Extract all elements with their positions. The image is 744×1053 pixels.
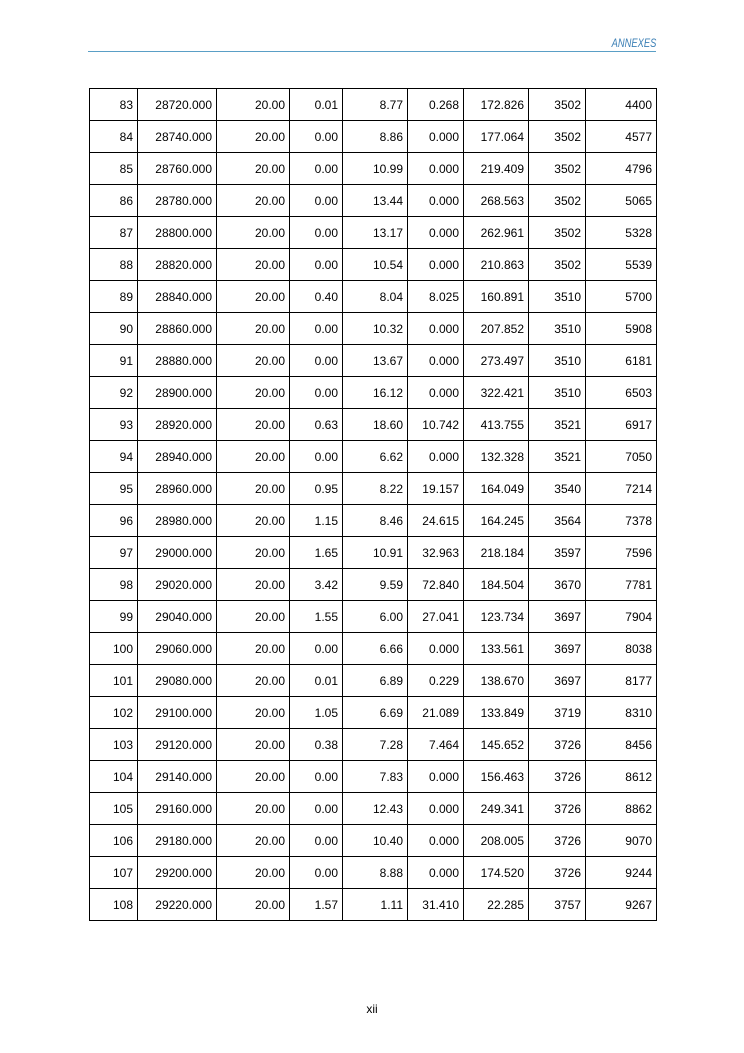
page-number: xii — [366, 1002, 378, 1016]
table-cell: 3502 — [529, 89, 586, 121]
table-row — [90, 505, 657, 537]
table-cell: 268.563 — [464, 185, 529, 217]
table-cell: 0.000 — [408, 121, 464, 153]
table-cell: 3726 — [529, 761, 586, 793]
table-cell: 29060.000 — [138, 633, 217, 665]
table-cell: 28880.000 — [138, 345, 217, 377]
table-row — [90, 473, 657, 505]
table-cell: 7214 — [586, 473, 657, 505]
table-row — [90, 697, 657, 729]
table-cell: 0.000 — [408, 217, 464, 249]
table-cell: 219.409 — [464, 153, 529, 185]
table-cell: 9244 — [586, 857, 657, 889]
table-cell: 29000.000 — [138, 537, 217, 569]
table-cell: 0.00 — [290, 185, 343, 217]
table-cell: 6.62 — [343, 441, 408, 473]
table-cell: 6503 — [586, 377, 657, 409]
table-cell: 20.00 — [217, 697, 290, 729]
table-row — [90, 249, 657, 281]
table-cell: 20.00 — [217, 217, 290, 249]
table-cell: 20.00 — [217, 345, 290, 377]
table-cell: 105 — [90, 793, 138, 825]
table-cell: 174.520 — [464, 857, 529, 889]
table-cell: 0.000 — [408, 249, 464, 281]
table-cell: 0.000 — [408, 633, 464, 665]
table-cell: 7781 — [586, 569, 657, 601]
table-cell: 29020.000 — [138, 569, 217, 601]
table-cell: 3670 — [529, 569, 586, 601]
table-cell: 5328 — [586, 217, 657, 249]
table-cell: 0.000 — [408, 825, 464, 857]
table-row — [90, 761, 657, 793]
table-row — [90, 377, 657, 409]
table-cell: 102 — [90, 697, 138, 729]
table-cell: 0.00 — [290, 857, 343, 889]
table-cell: 3.42 — [290, 569, 343, 601]
table-cell: 5539 — [586, 249, 657, 281]
table-cell: 3502 — [529, 249, 586, 281]
table-cell: 9.59 — [343, 569, 408, 601]
table-cell: 20.00 — [217, 633, 290, 665]
table-cell: 28980.000 — [138, 505, 217, 537]
table-cell: 8456 — [586, 729, 657, 761]
table-cell: 12.43 — [343, 793, 408, 825]
table-cell: 20.00 — [217, 665, 290, 697]
table-cell: 0.000 — [408, 153, 464, 185]
table-cell: 7050 — [586, 441, 657, 473]
section-header-label: ANNEXES — [611, 36, 656, 50]
table-cell: 28960.000 — [138, 473, 217, 505]
table-cell: 1.65 — [290, 537, 343, 569]
table-cell: 20.00 — [217, 537, 290, 569]
table-cell: 1.55 — [290, 601, 343, 633]
table-cell: 6.89 — [343, 665, 408, 697]
table-cell: 85 — [90, 153, 138, 185]
table-cell: 31.410 — [408, 889, 464, 921]
table-cell: 20.00 — [217, 761, 290, 793]
table-cell: 0.00 — [290, 633, 343, 665]
table-cell: 8310 — [586, 697, 657, 729]
table-cell: 106 — [90, 825, 138, 857]
table-row — [90, 89, 657, 121]
table-row — [90, 345, 657, 377]
table-cell: 0.00 — [290, 441, 343, 473]
table-cell: 8.77 — [343, 89, 408, 121]
table-cell: 29160.000 — [138, 793, 217, 825]
table-cell: 27.041 — [408, 601, 464, 633]
table-cell: 138.670 — [464, 665, 529, 697]
table-cell: 3502 — [529, 217, 586, 249]
table-cell: 8.46 — [343, 505, 408, 537]
table-cell: 8.86 — [343, 121, 408, 153]
table-cell: 29200.000 — [138, 857, 217, 889]
table-cell: 3502 — [529, 121, 586, 153]
table-cell: 3510 — [529, 345, 586, 377]
table-cell: 8.04 — [343, 281, 408, 313]
table-cell: 207.852 — [464, 313, 529, 345]
table-cell: 0.00 — [290, 345, 343, 377]
table-cell: 0.000 — [408, 857, 464, 889]
table-cell: 8862 — [586, 793, 657, 825]
table-cell: 100 — [90, 633, 138, 665]
table-cell: 83 — [90, 89, 138, 121]
table-cell: 29220.000 — [138, 889, 217, 921]
table-cell: 29140.000 — [138, 761, 217, 793]
table-cell: 160.891 — [464, 281, 529, 313]
table-cell: 3521 — [529, 409, 586, 441]
table-cell: 133.561 — [464, 633, 529, 665]
table-cell: 20.00 — [217, 409, 290, 441]
table-cell: 89 — [90, 281, 138, 313]
table-cell: 0.000 — [408, 793, 464, 825]
table-cell: 5908 — [586, 313, 657, 345]
table-cell: 98 — [90, 569, 138, 601]
table-cell: 6.00 — [343, 601, 408, 633]
table-cell: 3697 — [529, 633, 586, 665]
table-cell: 20.00 — [217, 153, 290, 185]
table-row — [90, 729, 657, 761]
table-cell: 20.00 — [217, 377, 290, 409]
table-cell: 3510 — [529, 377, 586, 409]
table-cell: 10.742 — [408, 409, 464, 441]
table-cell: 0.95 — [290, 473, 343, 505]
table-cell: 8612 — [586, 761, 657, 793]
data-table — [89, 88, 657, 921]
table-cell: 103 — [90, 729, 138, 761]
table-row — [90, 633, 657, 665]
table-cell: 3726 — [529, 857, 586, 889]
table-cell: 20.00 — [217, 889, 290, 921]
table-cell: 3726 — [529, 825, 586, 857]
table-cell: 3697 — [529, 601, 586, 633]
table-cell: 1.15 — [290, 505, 343, 537]
table-cell: 322.421 — [464, 377, 529, 409]
table-cell: 20.00 — [217, 473, 290, 505]
table-cell: 0.63 — [290, 409, 343, 441]
table-cell: 1.05 — [290, 697, 343, 729]
table-cell: 21.089 — [408, 697, 464, 729]
table-cell: 99 — [90, 601, 138, 633]
table-cell: 29120.000 — [138, 729, 217, 761]
table-cell: 22.285 — [464, 889, 529, 921]
table-row — [90, 793, 657, 825]
table-cell: 20.00 — [217, 313, 290, 345]
table-cell: 184.504 — [464, 569, 529, 601]
table-cell: 13.67 — [343, 345, 408, 377]
table-cell: 262.961 — [464, 217, 529, 249]
table-cell: 3510 — [529, 281, 586, 313]
table-cell: 3597 — [529, 537, 586, 569]
table-cell: 3502 — [529, 153, 586, 185]
table-cell: 0.000 — [408, 345, 464, 377]
table-cell: 28840.000 — [138, 281, 217, 313]
table-cell: 0.40 — [290, 281, 343, 313]
table-cell: 0.268 — [408, 89, 464, 121]
table-cell: 0.000 — [408, 441, 464, 473]
table-cell: 0.00 — [290, 153, 343, 185]
table-cell: 28900.000 — [138, 377, 217, 409]
table-cell: 249.341 — [464, 793, 529, 825]
table-cell: 10.91 — [343, 537, 408, 569]
table-cell: 18.60 — [343, 409, 408, 441]
table-row — [90, 281, 657, 313]
table-cell: 28940.000 — [138, 441, 217, 473]
table-cell: 10.40 — [343, 825, 408, 857]
table-cell: 0.01 — [290, 665, 343, 697]
table-cell: 3521 — [529, 441, 586, 473]
table-cell: 8177 — [586, 665, 657, 697]
table-cell: 20.00 — [217, 185, 290, 217]
table-cell: 3540 — [529, 473, 586, 505]
table-cell: 0.01 — [290, 89, 343, 121]
table-row — [90, 185, 657, 217]
table-cell: 0.229 — [408, 665, 464, 697]
table-cell: 93 — [90, 409, 138, 441]
table-cell: 10.99 — [343, 153, 408, 185]
table-cell: 29100.000 — [138, 697, 217, 729]
table-cell: 1.11 — [343, 889, 408, 921]
table-cell: 13.17 — [343, 217, 408, 249]
table-cell: 8.025 — [408, 281, 464, 313]
table-row — [90, 537, 657, 569]
table-cell: 28780.000 — [138, 185, 217, 217]
header-rule — [88, 51, 656, 52]
table-cell: 20.00 — [217, 121, 290, 153]
table-cell: 7378 — [586, 505, 657, 537]
table-cell: 96 — [90, 505, 138, 537]
table-cell: 0.000 — [408, 377, 464, 409]
table-cell: 5065 — [586, 185, 657, 217]
table-cell: 4577 — [586, 121, 657, 153]
table-cell: 210.863 — [464, 249, 529, 281]
table-cell: 32.963 — [408, 537, 464, 569]
table-cell: 28820.000 — [138, 249, 217, 281]
table-cell: 20.00 — [217, 825, 290, 857]
table-cell: 16.12 — [343, 377, 408, 409]
table-cell: 0.00 — [290, 217, 343, 249]
table-cell: 3697 — [529, 665, 586, 697]
table-cell: 9070 — [586, 825, 657, 857]
table-row — [90, 441, 657, 473]
table-cell: 8038 — [586, 633, 657, 665]
table-cell: 94 — [90, 441, 138, 473]
table-row — [90, 601, 657, 633]
table-row — [90, 825, 657, 857]
table-cell: 72.840 — [408, 569, 464, 601]
table-cell: 28920.000 — [138, 409, 217, 441]
table-cell: 95 — [90, 473, 138, 505]
table-cell: 6181 — [586, 345, 657, 377]
table-cell: 24.615 — [408, 505, 464, 537]
table-cell: 28720.000 — [138, 89, 217, 121]
table-cell: 97 — [90, 537, 138, 569]
table-cell: 28740.000 — [138, 121, 217, 153]
table-cell: 28860.000 — [138, 313, 217, 345]
table-cell: 0.38 — [290, 729, 343, 761]
table-cell: 8.22 — [343, 473, 408, 505]
table-cell: 208.005 — [464, 825, 529, 857]
table-cell: 19.157 — [408, 473, 464, 505]
table-cell: 20.00 — [217, 249, 290, 281]
table-cell: 20.00 — [217, 793, 290, 825]
table-cell: 0.000 — [408, 313, 464, 345]
table-cell: 20.00 — [217, 281, 290, 313]
table-cell: 10.32 — [343, 313, 408, 345]
table-body — [90, 89, 657, 921]
table-cell: 0.00 — [290, 313, 343, 345]
table-cell: 0.00 — [290, 249, 343, 281]
table-row — [90, 217, 657, 249]
table-cell: 7.83 — [343, 761, 408, 793]
table-cell: 20.00 — [217, 601, 290, 633]
table-cell: 28760.000 — [138, 153, 217, 185]
table-cell: 164.049 — [464, 473, 529, 505]
table-row — [90, 121, 657, 153]
table-cell: 0.000 — [408, 185, 464, 217]
table-cell: 107 — [90, 857, 138, 889]
table-cell: 20.00 — [217, 505, 290, 537]
table-cell: 20.00 — [217, 89, 290, 121]
table-cell: 29180.000 — [138, 825, 217, 857]
table-cell: 3510 — [529, 313, 586, 345]
table-cell: 0.00 — [290, 825, 343, 857]
table-cell: 91 — [90, 345, 138, 377]
table-cell: 7596 — [586, 537, 657, 569]
table-cell: 87 — [90, 217, 138, 249]
table-cell: 413.755 — [464, 409, 529, 441]
table-cell: 133.849 — [464, 697, 529, 729]
table-row — [90, 569, 657, 601]
table-cell: 20.00 — [217, 441, 290, 473]
table-row — [90, 313, 657, 345]
table-cell: 88 — [90, 249, 138, 281]
table-cell: 273.497 — [464, 345, 529, 377]
table-cell: 0.00 — [290, 377, 343, 409]
table-cell: 6.66 — [343, 633, 408, 665]
table-cell: 0.00 — [290, 121, 343, 153]
table-cell: 0.00 — [290, 761, 343, 793]
table-cell: 90 — [90, 313, 138, 345]
table-cell: 7.464 — [408, 729, 464, 761]
table-cell: 177.064 — [464, 121, 529, 153]
table-cell: 3564 — [529, 505, 586, 537]
table-cell: 218.184 — [464, 537, 529, 569]
table-cell: 172.826 — [464, 89, 529, 121]
table-row — [90, 857, 657, 889]
table-cell: 123.734 — [464, 601, 529, 633]
table-cell: 0.000 — [408, 761, 464, 793]
table-cell: 3726 — [529, 793, 586, 825]
table-cell: 13.44 — [343, 185, 408, 217]
table-cell: 5700 — [586, 281, 657, 313]
table-cell: 9267 — [586, 889, 657, 921]
table-cell: 7.28 — [343, 729, 408, 761]
table-cell: 6.69 — [343, 697, 408, 729]
table-cell: 101 — [90, 665, 138, 697]
table-cell: 164.245 — [464, 505, 529, 537]
table-cell: 29080.000 — [138, 665, 217, 697]
table-cell: 6917 — [586, 409, 657, 441]
table-cell: 8.88 — [343, 857, 408, 889]
table-cell: 20.00 — [217, 569, 290, 601]
table-cell: 29040.000 — [138, 601, 217, 633]
table-row — [90, 889, 657, 921]
table-cell: 156.463 — [464, 761, 529, 793]
table-cell: 20.00 — [217, 729, 290, 761]
table-cell: 7904 — [586, 601, 657, 633]
table-cell: 108 — [90, 889, 138, 921]
table-cell: 10.54 — [343, 249, 408, 281]
table-cell: 132.328 — [464, 441, 529, 473]
table-cell: 0.00 — [290, 793, 343, 825]
table-cell: 4796 — [586, 153, 657, 185]
table-cell: 3726 — [529, 729, 586, 761]
table-cell: 20.00 — [217, 857, 290, 889]
table-cell: 145.652 — [464, 729, 529, 761]
table-cell: 4400 — [586, 89, 657, 121]
table-cell: 3502 — [529, 185, 586, 217]
table-row — [90, 153, 657, 185]
table-cell: 1.57 — [290, 889, 343, 921]
table-cell: 3719 — [529, 697, 586, 729]
table-row — [90, 665, 657, 697]
table-row — [90, 409, 657, 441]
table-cell: 3757 — [529, 889, 586, 921]
table-cell: 28800.000 — [138, 217, 217, 249]
table-cell: 84 — [90, 121, 138, 153]
table-cell: 104 — [90, 761, 138, 793]
table-cell: 92 — [90, 377, 138, 409]
table-cell: 86 — [90, 185, 138, 217]
